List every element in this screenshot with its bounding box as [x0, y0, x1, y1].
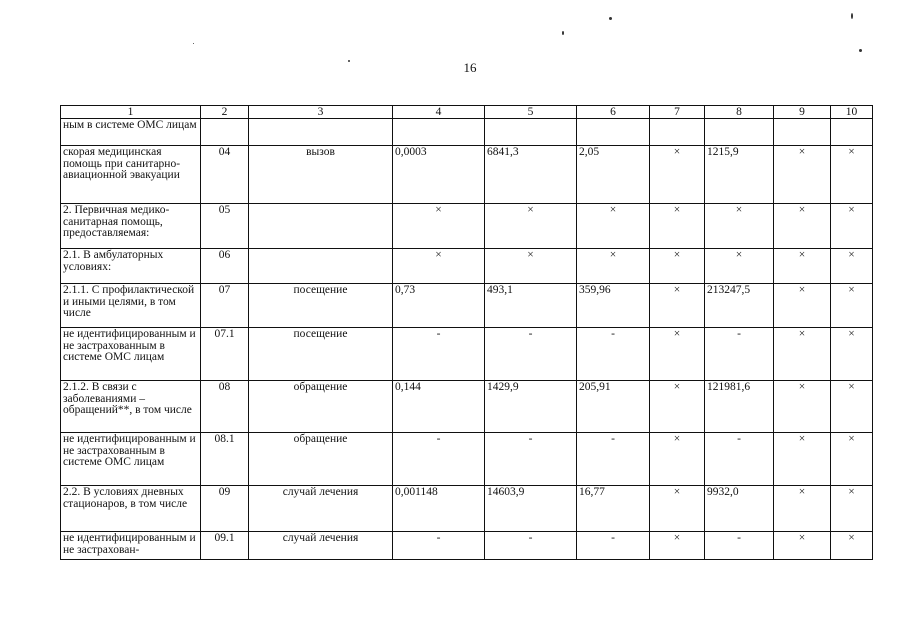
- table-cell: посещение: [249, 328, 393, 381]
- table-cell: 1215,9: [705, 146, 774, 204]
- table-cell: 359,96: [577, 284, 650, 328]
- column-header: 1: [61, 106, 201, 119]
- table-cell: [774, 119, 831, 146]
- table-cell: 0,001148: [393, 486, 485, 532]
- table-cell: ×: [831, 433, 873, 486]
- table-cell: 121981,6: [705, 381, 774, 433]
- table-cell: -: [485, 328, 577, 381]
- table-cell: 1429,9: [485, 381, 577, 433]
- scan-speck: [562, 31, 564, 35]
- table-row: [61, 284, 873, 328]
- column-header: 8: [705, 106, 774, 119]
- table-cell: обращение: [249, 433, 393, 486]
- table-header-row: [61, 106, 873, 119]
- table-cell: скорая медицинская помощь при санитарно-авиационной эвакуации: [61, 146, 201, 204]
- table-cell: 09.1: [201, 532, 249, 560]
- table-cell: ×: [650, 204, 705, 249]
- table-cell: -: [577, 532, 650, 560]
- table-cell: ным в системе ОМС лицам: [61, 119, 201, 146]
- table-row: [61, 249, 873, 284]
- table-row: [61, 204, 873, 249]
- table-cell: [201, 119, 249, 146]
- table-cell: ×: [485, 249, 577, 284]
- table-cell: ×: [393, 249, 485, 284]
- column-header: 10: [831, 106, 873, 119]
- table-cell: ×: [577, 204, 650, 249]
- page-number: 16: [463, 60, 477, 75]
- table-cell: ×: [650, 486, 705, 532]
- table-cell: ×: [485, 204, 577, 249]
- table-cell: не идентифицированным и не застрахован-: [61, 532, 201, 560]
- table-row: [61, 119, 873, 146]
- table-row: [61, 381, 873, 433]
- column-header: 5: [485, 106, 577, 119]
- table-cell: случай лечения: [249, 532, 393, 560]
- table-cell: ×: [774, 284, 831, 328]
- table-cell: ×: [393, 204, 485, 249]
- table-cell: -: [485, 532, 577, 560]
- table-cell: -: [393, 433, 485, 486]
- table-cell: ×: [774, 204, 831, 249]
- table-cell: 08.1: [201, 433, 249, 486]
- table-cell: [249, 204, 393, 249]
- table-cell: [705, 119, 774, 146]
- table-cell: ×: [831, 204, 873, 249]
- table-cell: ×: [774, 146, 831, 204]
- table-cell: 2. Первичная медико-санитарная помощь, предоставляемая:: [61, 204, 201, 249]
- table-cell: ×: [650, 146, 705, 204]
- table-cell: [249, 119, 393, 146]
- table-cell: 0,144: [393, 381, 485, 433]
- table-cell: ×: [705, 204, 774, 249]
- table-cell: 9932,0: [705, 486, 774, 532]
- scan-speck: [609, 17, 612, 20]
- table-cell: 493,1: [485, 284, 577, 328]
- table-cell: 213247,5: [705, 284, 774, 328]
- table-cell: 16,77: [577, 486, 650, 532]
- table-cell: 2,05: [577, 146, 650, 204]
- table-cell: ×: [650, 284, 705, 328]
- table-cell: 14603,9: [485, 486, 577, 532]
- table-cell: -: [577, 433, 650, 486]
- table-cell: -: [577, 328, 650, 381]
- table-cell: не идентифицированным и не застрахованным в системе ОМС лицам: [61, 328, 201, 381]
- table-cell: ×: [650, 381, 705, 433]
- table-cell: ×: [774, 328, 831, 381]
- scan-speck: [193, 43, 194, 44]
- table-cell: ×: [650, 328, 705, 381]
- table-cell: ×: [831, 486, 873, 532]
- table-row: [61, 146, 873, 204]
- column-header: 3: [249, 106, 393, 119]
- scan-speck: [348, 60, 350, 62]
- table-cell: 07.1: [201, 328, 249, 381]
- table-cell: ×: [774, 433, 831, 486]
- table-cell: ×: [577, 249, 650, 284]
- table-cell: случай лечения: [249, 486, 393, 532]
- table-cell: [650, 119, 705, 146]
- table-row: [61, 486, 873, 532]
- column-header: 9: [774, 106, 831, 119]
- table-cell: 09: [201, 486, 249, 532]
- table-cell: 0,0003: [393, 146, 485, 204]
- table-cell: 2.1.2. В связи с заболеваниями – обращений**, в том числе: [61, 381, 201, 433]
- table-cell: 2.1.1. С профилактической и иными целями, в том числе: [61, 284, 201, 328]
- table-cell: вызов: [249, 146, 393, 204]
- table-cell: -: [393, 532, 485, 560]
- table-cell: [249, 249, 393, 284]
- table-cell: -: [705, 433, 774, 486]
- table-cell: ×: [831, 532, 873, 560]
- table-cell: -: [705, 532, 774, 560]
- column-header: 7: [650, 106, 705, 119]
- scan-speck: [859, 49, 862, 52]
- document-table: [60, 105, 873, 560]
- scan-speck: [851, 13, 853, 19]
- table-cell: [831, 119, 873, 146]
- table-cell: ×: [831, 249, 873, 284]
- table-cell: ×: [774, 381, 831, 433]
- table-cell: ×: [705, 249, 774, 284]
- table-cell: посещение: [249, 284, 393, 328]
- table-cell: не идентифицированным и не застрахованным в системе ОМС лицам: [61, 433, 201, 486]
- table-cell: ×: [831, 284, 873, 328]
- table-cell: 2.2. В условиях дневных стационаров, в том числе: [61, 486, 201, 532]
- table-cell: -: [485, 433, 577, 486]
- table-cell: [393, 119, 485, 146]
- table-cell: ×: [650, 249, 705, 284]
- table-cell: 08: [201, 381, 249, 433]
- table-cell: 6841,3: [485, 146, 577, 204]
- table-cell: 205,91: [577, 381, 650, 433]
- table-cell: ×: [831, 381, 873, 433]
- table-cell: ×: [831, 146, 873, 204]
- table-row: [61, 433, 873, 486]
- table-cell: 04: [201, 146, 249, 204]
- table-row: [61, 328, 873, 381]
- table-cell: -: [393, 328, 485, 381]
- table-cell: ×: [831, 328, 873, 381]
- table-cell: ×: [774, 532, 831, 560]
- table-cell: 06: [201, 249, 249, 284]
- table-cell: 2.1. В амбулаторных условиях:: [61, 249, 201, 284]
- table-cell: ×: [650, 433, 705, 486]
- table-cell: 05: [201, 204, 249, 249]
- column-header: 4: [393, 106, 485, 119]
- table-cell: обращение: [249, 381, 393, 433]
- table-cell: -: [705, 328, 774, 381]
- column-header: 2: [201, 106, 249, 119]
- table-cell: [577, 119, 650, 146]
- table-cell: 0,73: [393, 284, 485, 328]
- table-cell: ×: [650, 532, 705, 560]
- table-cell: [485, 119, 577, 146]
- table-cell: ×: [774, 249, 831, 284]
- column-header: 6: [577, 106, 650, 119]
- table-cell: 07: [201, 284, 249, 328]
- table-row: [61, 532, 873, 560]
- table-cell: ×: [774, 486, 831, 532]
